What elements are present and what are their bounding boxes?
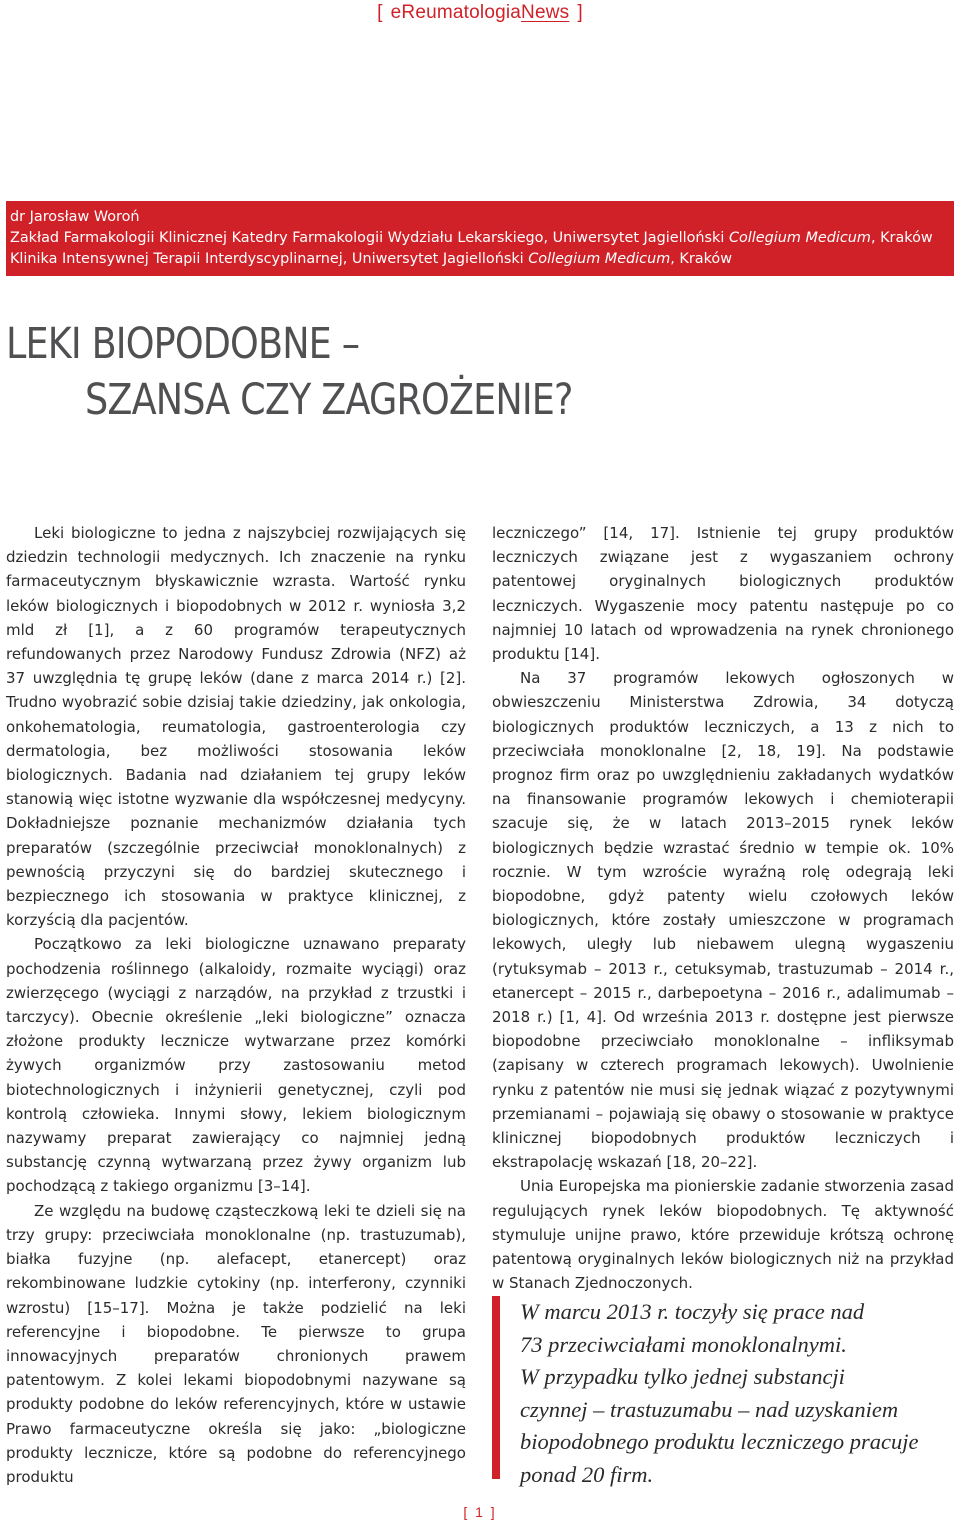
pull-quote-line: 73 przeciwciałami monoklonalnymi. xyxy=(520,1331,847,1357)
body-paragraph: Leki biologiczne to jedna z najszybciej rozwijających się dziedzin technologii medycznych. Ich znaczenie na rynku farmaceutycznym błyskawicznie wzrasta. Wartość rynku leków biologicznych i biopodobnych w 2012 r. wyniosła 3,2 mld zł [1], a z 60 programów terapeutycznych refundowanych przez Narodowy Fundusz Zdrowia (NFZ) aż 37 uwzględnia tę grupę leków (dane z marca 2014 r.) [2]. Trudno wyobrazić sobie dzisiaj takie dziedziny, jak onkologia, onkohematologia, reumatologia, gastroenterologia czy dermatologia, bez możliwości stosowania leków biologicznych. Badania nad działaniem tej grupy leków stanowią więc istotne wyzwanie dla współczesnej medycyny. Dokładniejsze poznanie mechanizmów działania tych preparatów (szczególnie przeciwciał monoklonalnych) z pewnością przyczyni się do bardziej skutecznego i bezpiecznego ich stosowania w praktyce klinicznej, z korzyścią dla pacjentów. xyxy=(6,524,466,930)
author-affiliation-1: Zakład Farmakologii Klinicznej Katedry Farmakologii Wydziału Lekarskiego, Uniwersytet Jagielloński Collegium Medicum, Kraków xyxy=(10,230,933,246)
journal-masthead xyxy=(0,2,960,24)
pull-quote xyxy=(492,1296,952,1487)
author-affiliation-2: Klinika Intensywnej Terapii Interdyscyplinarnej, Uniwersytet Jagielloński Collegium Medicum, Kraków xyxy=(10,251,732,267)
masthead-bracket-open: [ xyxy=(377,2,383,23)
body-paragraph: Unia Europejska ma pionierskie zadanie stworzenia zasad regulujących rynek leków biopodobnych. Tę aktywność stymuluje unijne prawo, które przewiduje krótszą ochronę patentową oryginalnych leków biologicznych niż na przykład w Stanach Zjednoczonych. xyxy=(492,1177,954,1293)
author-banner xyxy=(6,201,954,276)
body-paragraph: Na 37 programów lekowych ogłoszonych w obwieszczeniu Ministerstwa Zdrowia, 34 dotyczą biologicznych produktów leczniczych, a 13 z nich to przeciwciała monoklonalne [2, 18, 19]. Na podstawie prognoz firm oraz po uwzględnieniu zakładanych wydatków na finansowanie programów lekowych i chemioterapii szacuje się, że w latach 2013–2015 rynek leków biologicznych będzie wzrastać średnio w tempie ok. 10% rocznie. W tym wzroście wyraźną rolę odegrają leki biopodobne, gdyż patenty wielu czołowych leków biologicznych, które zostały umieszczone w programach lekowych, uległy lub niebawem ulegną wygaszeniu (rytuksymab – 2013 r., cetuksymab, trastuzumab – 2014 r., etanercept – 2015 r., darbepoetyna – 2016 r., adalimumab – 2018 r.) [1, 4]. Od września 2013 r. dostępne jest pierwsze biopodobne przeciwciało monoklonalne – infliksymab (zapisany w czterech programach lekowych). Uwolnienie rynku z patentów nie musi się jednak wiązać z pozytywnymi przemianami – pojawiają się obawy o stosowanie w praktyce klinicznej biopodobnych produktów leczniczych i ekstrapolację wskazań [18, 20–22]. xyxy=(492,669,954,1172)
pull-quote-line: biopodobnego produktu leczniczego pracuje xyxy=(520,1429,919,1455)
article-title-line-1: LEKI BIOPODOBNE – xyxy=(6,319,360,369)
pull-quote-line: W marcu 2013 r. toczyły się prace nad xyxy=(520,1299,865,1324)
pull-quote-line: ponad 20 firm. xyxy=(520,1461,654,1487)
pull-quote-line: czynnej – trastuzumabu – nad uzyskaniem xyxy=(520,1396,899,1422)
page-number: [ 1 ] xyxy=(463,1504,497,1520)
masthead-bracket-close: ] xyxy=(577,2,583,23)
author-name: dr Jarosław Woroń xyxy=(10,209,140,225)
left-text-column xyxy=(6,521,466,1489)
article-title xyxy=(6,316,573,428)
pull-quote-line: W przypadku tylko jednej substancji xyxy=(520,1364,845,1390)
masthead-brand-news: News xyxy=(521,2,570,23)
body-paragraph: Początkowo za leki biologiczne uznawano preparaty pochodzenia roślinnego (alkaloidy, rozmaite wyciągi) oraz zwierzęcego (wyciągi z narządów, na przykład z trzustki i tarczycy). Obecnie określenie „leki biologiczne” oznacza złożone produkty lecznicze wytwarzane przez komórki żywych organizmów przy zastosowaniu metod biotechnologicznych i inżynierii genetycznej, czyli pod kontrolą człowieka. Innymi słowy, lekiem biologicznym nazywamy preparat zawierający co najmniej jedną substancję czynną wytwarzaną przez żywy organizm lub pochodzącą z takiego organizmu [3–14]. xyxy=(6,935,466,1196)
body-paragraph: leczniczego” [14, 17]. Istnienie tej grupy produktów leczniczych związane jest z wygaszaniem ochrony patentowej oryginalnych biologicznych produktów leczniczych. Wygaszenie mocy patentu następuje po co najmniej 10 latach od wprowadzenia na rynek chronionego produktu [14]. xyxy=(492,524,954,664)
masthead-brand: eReumatologia xyxy=(390,2,522,23)
body-paragraph: Ze względu na budowę cząsteczkową leki te dzieli się na trzy grupy: przeciwciała monoklonalne (np. trastuzumab), białka fuzyjne (np. alefacept, etanercept) oraz rekombinowane ludzkie cytokiny (np. interferony, czynniki wzrostu) [15–17]. Można je także podzielić na leki referencyjne i biopodobne. Te pierwsze to grupa innowacyjnych preparatów chronionych prawem patentowym. Z kolei lekami biopodobnymi nazywane są produkty podobne do leków referencyjnych, które w ustawie Prawo farmaceutyczne określa się jako: „biologiczne produkty lecznicze, które są podobne do referencyjnego produktu xyxy=(6,1201,466,1486)
right-text-column xyxy=(492,521,954,1296)
article-title-line-2: SZANSA CZY ZAGROŻENIE? xyxy=(85,375,573,425)
